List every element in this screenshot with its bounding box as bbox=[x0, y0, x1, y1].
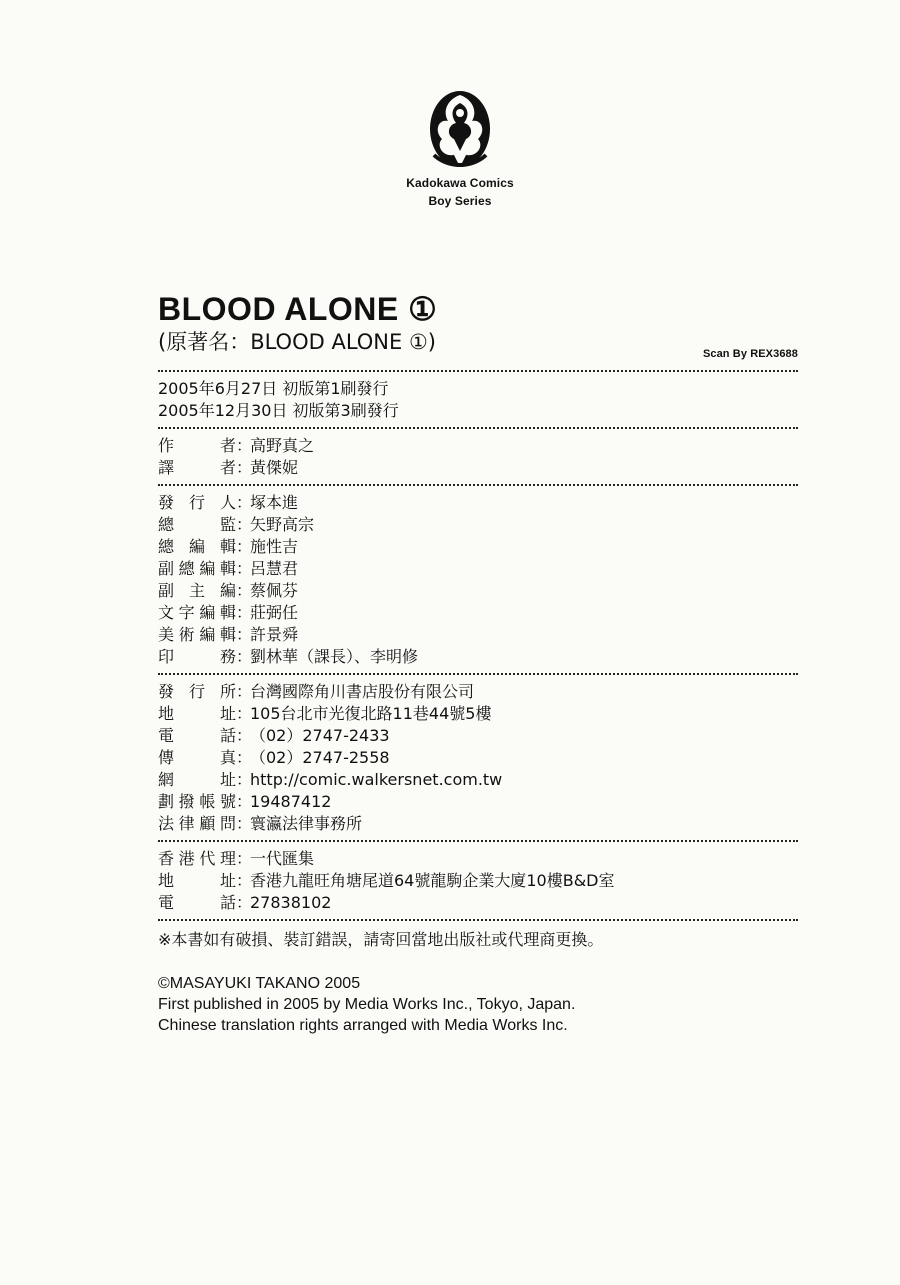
credit-value: 劉林華（課長）、李明修 bbox=[250, 647, 419, 666]
credit-row: 總 監 ： 矢野高宗 bbox=[158, 514, 798, 536]
credit-label-char: 總 bbox=[158, 537, 175, 556]
info-row: 地 址 ： 105台北市光復北路11巷44號5樓 bbox=[158, 703, 798, 725]
credit-row: 印 務 ： 劉林華（課長）、李明修 bbox=[158, 646, 798, 668]
info-label-char: 所 bbox=[219, 682, 236, 701]
copyright-line: First published in 2005 by Media Works Inc., Tokyo, Japan. bbox=[158, 996, 576, 1013]
credit-label-char: 副 bbox=[158, 581, 175, 600]
copyright-line: Chinese translation rights arranged with Media Works Inc. bbox=[158, 1017, 568, 1034]
copyright-block bbox=[158, 973, 798, 1036]
book-title: BLOOD ALONE ① bbox=[158, 291, 438, 327]
credit-label-char: 編 bbox=[199, 625, 216, 644]
credit-label-char: 作 bbox=[158, 436, 175, 455]
credit-label-char: 編 bbox=[199, 559, 216, 578]
info-row: 網 址 ： http://comic.walkersnet.com.tw bbox=[158, 769, 798, 791]
credit-label-char: 編 bbox=[219, 581, 236, 600]
info-row: 香 港 代 理 ： 一代匯集 bbox=[158, 848, 798, 870]
info-label-char: 劃 bbox=[158, 792, 175, 811]
credit-row: 文 字 編 輯 ： 莊弼任 bbox=[158, 602, 798, 624]
info-label-char: 電 bbox=[158, 726, 175, 745]
info-label-char: 地 bbox=[158, 871, 175, 890]
info-label-char: 港 bbox=[178, 849, 195, 868]
credit-label-char: 監 bbox=[219, 515, 236, 534]
credit-label-char: 編 bbox=[199, 603, 216, 622]
publisher-info bbox=[158, 675, 798, 840]
credit-value: 許景舜 bbox=[250, 625, 299, 644]
credit-label-char: 發 bbox=[158, 493, 175, 512]
info-label-char: 律 bbox=[178, 814, 195, 833]
info-value: 一代匯集 bbox=[250, 849, 315, 868]
info-label-char: 撥 bbox=[178, 792, 195, 811]
original-title: (原著名：BLOOD ALONE ①) bbox=[158, 330, 436, 354]
credit-label-char: 輯 bbox=[219, 625, 236, 644]
credit-label-char: 術 bbox=[178, 625, 195, 644]
info-value: 寰瀛法律事務所 bbox=[250, 814, 363, 833]
info-value: 香港九龍旺角塘尾道64號龍駒企業大廈10樓B&D室 bbox=[250, 871, 615, 890]
info-label-char: 地 bbox=[158, 704, 175, 723]
credit-row: 總 編 輯 ： 施性吉 bbox=[158, 536, 798, 558]
info-label-char: 話 bbox=[219, 726, 236, 745]
staff-credits bbox=[158, 486, 798, 673]
credit-row: 美 術 編 輯 ： 許景舜 bbox=[158, 624, 798, 646]
credit-label-char: 人 bbox=[219, 493, 236, 512]
credit-label-char: 譯 bbox=[158, 458, 175, 477]
credit-row: 副 總 編 輯 ： 呂慧君 bbox=[158, 558, 798, 580]
info-value: 台灣國際角川書店股份有限公司 bbox=[250, 682, 475, 701]
info-label-char: 香 bbox=[158, 849, 175, 868]
info-row: 法 律 顧 問 ： 寰瀛法律事務所 bbox=[158, 813, 798, 835]
credit-value: 呂慧君 bbox=[250, 559, 299, 578]
credit-label-char: 副 bbox=[158, 559, 175, 578]
credit-value: 莊弼任 bbox=[250, 603, 299, 622]
credit-value: 蔡佩芬 bbox=[250, 581, 299, 600]
info-label-char: 顧 bbox=[199, 814, 216, 833]
info-label-char: 問 bbox=[219, 814, 236, 833]
credit-label-char: 美 bbox=[158, 625, 175, 644]
credit-label-char: 輯 bbox=[219, 559, 236, 578]
credit-label-char: 務 bbox=[219, 647, 236, 666]
info-label-char: 發 bbox=[158, 682, 175, 701]
credit-label-char: 印 bbox=[158, 647, 175, 666]
info-row: 劃 撥 帳 號 ： 19487412 bbox=[158, 791, 798, 813]
author-credits bbox=[158, 429, 798, 484]
info-label-char: 代 bbox=[199, 849, 216, 868]
edition-line: 2005年6月27日 初版第1刷發行 bbox=[158, 379, 389, 398]
credit-row: 副 主 編 ： 蔡佩芬 bbox=[158, 580, 798, 602]
credit-value: 塚本進 bbox=[250, 493, 299, 512]
hk-agent-info bbox=[158, 842, 798, 919]
credit-label-char: 輯 bbox=[219, 537, 236, 556]
credit-label-char: 主 bbox=[188, 581, 205, 600]
credit-label-char: 者 bbox=[219, 436, 236, 455]
info-label-char: 法 bbox=[158, 814, 175, 833]
copyright-line: ©MASAYUKI TAKANO 2005 bbox=[158, 975, 361, 992]
info-value: （02）2747-2558 bbox=[250, 748, 390, 767]
info-label-char: 話 bbox=[219, 893, 236, 912]
publisher-logo bbox=[395, 85, 525, 209]
credit-value: 黃傑妮 bbox=[250, 458, 299, 477]
info-row: 發 行 所 ： 台灣國際角川書店股份有限公司 bbox=[158, 681, 798, 703]
credit-label-char: 總 bbox=[158, 515, 175, 534]
info-row: 地 址 ： 香港九龍旺角塘尾道64號龍駒企業大廈10樓B&D室 bbox=[158, 870, 798, 892]
info-label-char: 行 bbox=[188, 682, 205, 701]
info-value: 105台北市光復北路11巷44號5樓 bbox=[250, 704, 492, 723]
colophon bbox=[158, 290, 798, 1036]
info-label-char: 號 bbox=[219, 792, 236, 811]
credit-label-char: 編 bbox=[188, 537, 205, 556]
info-value: （02）2747-2433 bbox=[250, 726, 390, 745]
replacement-notice: ※本書如有破損、裝訂錯誤，請寄回當地出版社或代理商更換。 bbox=[158, 930, 604, 949]
scan-credit: Scan By REX3688 bbox=[702, 348, 798, 360]
info-value: 27838102 bbox=[250, 893, 332, 912]
credit-label-char: 文 bbox=[158, 603, 175, 622]
info-label-char: 網 bbox=[158, 770, 175, 789]
credit-row: 譯 者 ： 黃傑妮 bbox=[158, 457, 798, 479]
edition-line: 2005年12月30日 初版第3刷發行 bbox=[158, 401, 399, 420]
info-label-char: 帳 bbox=[199, 792, 216, 811]
brand-line-2: Boy Series bbox=[428, 194, 492, 208]
info-label-char: 址 bbox=[219, 704, 236, 723]
credit-label-char: 總 bbox=[178, 559, 195, 578]
info-row: 傳 真 ： （02）2747-2558 bbox=[158, 747, 798, 769]
credit-value: 高野真之 bbox=[250, 436, 315, 455]
credit-label-char: 輯 bbox=[219, 603, 236, 622]
info-label-char: 址 bbox=[219, 871, 236, 890]
credit-value: 施性吉 bbox=[250, 537, 299, 556]
credit-row: 作 者 ： 高野真之 bbox=[158, 435, 798, 457]
info-value: 19487412 bbox=[250, 792, 332, 811]
website-url: http://comic.walkersnet.com.tw bbox=[250, 770, 503, 789]
info-row: 電 話 ： （02）2747-2433 bbox=[158, 725, 798, 747]
info-label-char: 理 bbox=[219, 849, 236, 868]
brand-line-1: Kadokawa Comics bbox=[406, 176, 514, 190]
info-row: 電 話 ： 27838102 bbox=[158, 892, 798, 914]
info-label-char: 電 bbox=[158, 893, 175, 912]
info-label-char: 真 bbox=[219, 748, 236, 767]
info-label-char: 傳 bbox=[158, 748, 175, 767]
credit-row: 發 行 人 ： 塚本進 bbox=[158, 492, 798, 514]
credit-label-char: 字 bbox=[178, 603, 195, 622]
edition-list bbox=[158, 372, 798, 427]
info-label-char: 址 bbox=[219, 770, 236, 789]
phoenix-emblem-icon bbox=[420, 85, 500, 173]
credit-value: 矢野高宗 bbox=[250, 515, 315, 534]
credit-label-char: 者 bbox=[219, 458, 236, 477]
credit-label-char: 行 bbox=[188, 493, 205, 512]
